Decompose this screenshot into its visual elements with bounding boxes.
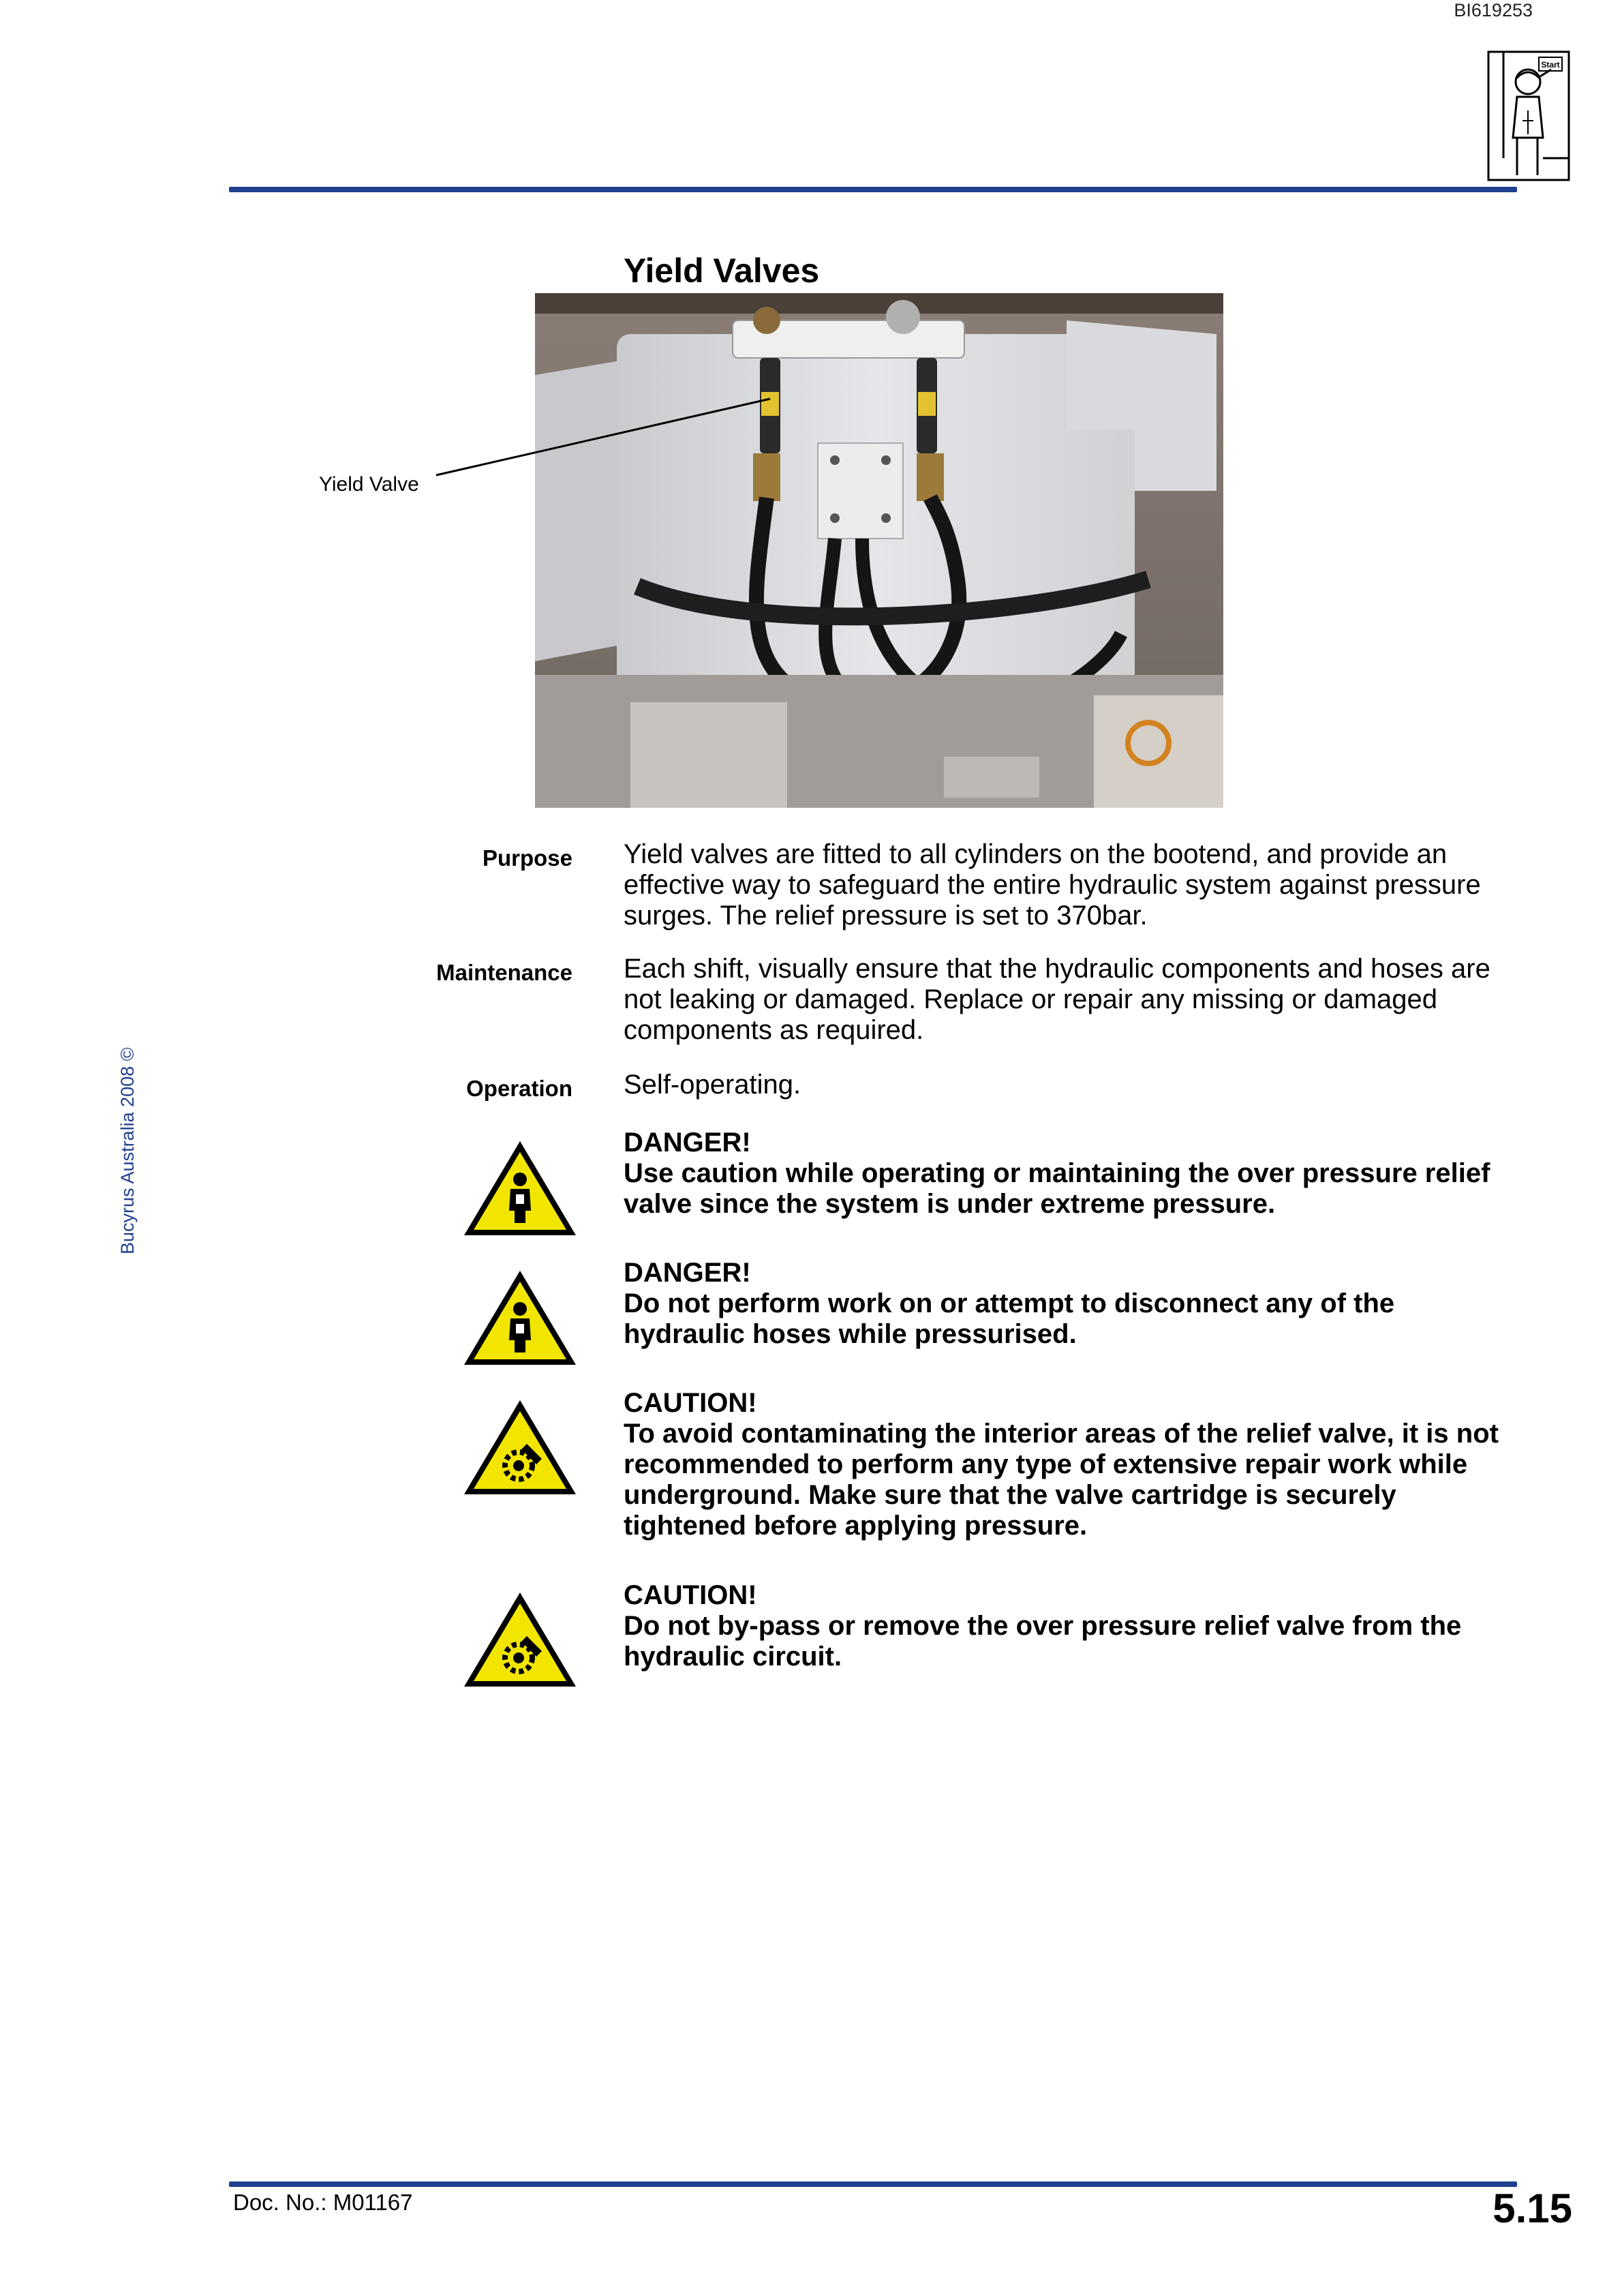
header-rule	[229, 187, 1517, 192]
caution-icon	[460, 1588, 580, 1691]
warning-2	[624, 1258, 1523, 1350]
warning-1-heading: DANGER!	[624, 1128, 751, 1158]
document-id: BI619253	[1454, 0, 1533, 20]
document-number: Doc. No.: M01167	[233, 2190, 413, 2215]
page-number: 5.15	[1493, 2186, 1572, 2231]
purpose-label: Purpose	[482, 845, 572, 871]
operation-label: Operation	[466, 1076, 572, 1101]
warning-2-text: Do not perform work on or attempt to disconnect any of the hydraulic hoses while pressurised.	[624, 1288, 1395, 1349]
copyright-notice	[102, 1047, 143, 1254]
warning-1-text: Use caution while operating or maintaining the over pressure relief valve since the system is under extreme pressure.	[624, 1158, 1490, 1219]
start-operator-icon	[1483, 49, 1572, 185]
copyright-text: Bucyrus Australia 2008 ©	[117, 1047, 138, 1254]
section-title: Yield Valves	[624, 252, 820, 290]
purpose-text: Yield valves are fitted to all cylinders on the bootend, and provide an effective way to safeguard the entire hydraulic system against pressure surges. The relief pressure is set to 370bar.	[624, 839, 1481, 931]
warning-4	[624, 1580, 1523, 1672]
caution-icon	[460, 1396, 580, 1498]
maintenance-text: Each shift, visually ensure that the hydraulic components and hoses are not leaking or damaged. Replace or repair any missing or damaged components as required.	[624, 954, 1490, 1045]
maintenance-label: Maintenance	[436, 960, 572, 985]
operation-text: Self-operating.	[624, 1070, 801, 1100]
svg-text:Start: Start	[1541, 60, 1560, 70]
warning-4-heading: CAUTION!	[624, 1580, 757, 1610]
danger-icon	[460, 1267, 580, 1369]
warning-3	[624, 1388, 1523, 1541]
warning-1	[624, 1128, 1523, 1220]
warning-4-text: Do not by-pass or remove the over pressure relief valve from the hydraulic circuit.	[624, 1611, 1462, 1672]
photo-callout-label: Yield Valve	[319, 473, 419, 496]
yield-valve-photo	[535, 293, 1223, 808]
warning-3-text: To avoid contaminating the interior areas of the relief valve, it is not recommended to perform any type of extensive repair work while underground. Make sure that the valve cartridge is securely tightened before applying pressure.	[624, 1419, 1499, 1541]
footer-rule	[229, 2181, 1517, 2187]
warning-2-heading: DANGER!	[624, 1258, 751, 1288]
danger-icon	[460, 1137, 580, 1239]
warning-3-heading: CAUTION!	[624, 1388, 757, 1418]
